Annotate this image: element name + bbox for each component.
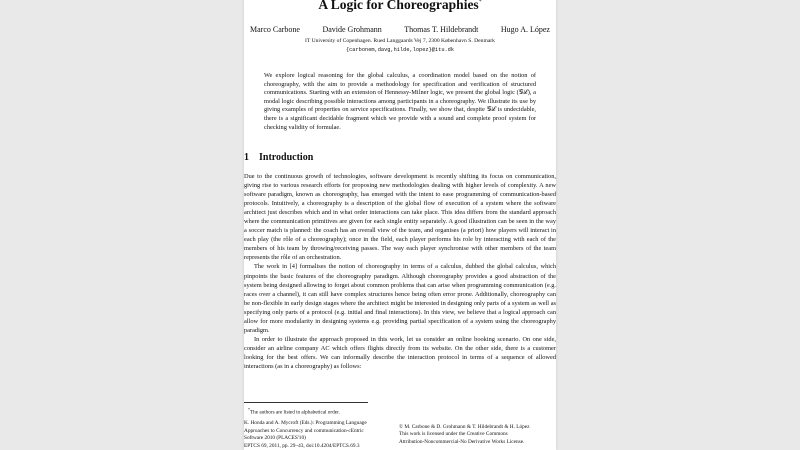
footnote-text: The authors are listed in alphabetical order.: [250, 409, 340, 416]
paper-title-text: A Logic for Choreographies: [318, 0, 479, 12]
venue-line: K. Honda and A. Mycroft (Eds.): Programming Language: [244, 420, 367, 426]
footnote-rule: [244, 402, 368, 403]
body-paragraph: The work in [4] formalises the notion of choreography in terms of a calculus, dubbed the global calculus, which pinpoints the basic features of the choreography paradigm. Although choreography provides a good abstraction of the system being designed allowing to forget about common problems that can arise when programming communication (e.g. races over a channel), it can still have complex structures hence being often error prone. Additionally, choreography can be non-flexible in early design stages where the architect might be interested in designing only parts of a system as well as specifying only parts of a protocol (e.g. initial and final interactions). In this view, we believe that a logical approach can allow for more modularity in designing systems e.g. providing partial specification of a system using the choreography paradigm.: [244, 263, 556, 334]
author-name: Thomas T. Hildebrandt: [404, 25, 479, 34]
footnote-mark: *: [248, 407, 250, 412]
venue-line: Approaches to Concurrency and communication-cEntric: [244, 427, 364, 434]
section-number: 1: [244, 152, 249, 163]
body-paragraph: Due to the continuous growth of technologies, software development is recently shifting its focus on communication, giving rise to various research efforts for proposing new methodologies dealing with higher levels of complexity. A new software paradigm, known as choreography, has emerged with the intent to ease programming of communication-based protocols. Intuitively, a choreography is a description of the global flow of execution of a system where the software architect just describes which and in what order interactions can take place. This idea differs from the standard approach where the communication primitives are given for each single entity separately. A good illustration can be seen in the way a soccer match is planned: the coach has an overall view of the team, and organises (a priori) how players will interact in each play (the rôle of a choreography); once in the field, each player performs his role by interacting with each of the members of his team by throwing/receiving passes. The way each player synchronise with other members of the team represents the rôle of an orchestration.: [244, 173, 556, 262]
author-name: Hugo A. López: [500, 25, 550, 34]
section-heading: [244, 151, 556, 164]
venue-line: EPTCS 69, 2011, pp. 29–43, doi:10.4204/EPTCS.69.3: [244, 443, 360, 450]
abstract: We explore logical reasoning for the global calculus, a coordination model based on the notion of choreography, with the aim to provide a methodology for specification and verification of structured communications. Starting with an extension of Hennessy-Milner logic, we present the global logic (𝒢ℒ), a modal logic describing possible interactions among participants in a choreography. We illustrate its use by giving examples of properties on service specifications. Finally, we show that, despite 𝒢ℒ is undecidable, there is a significant decidable fragment which we provide with a sound and complete proof system for checking validity of formulae.: [264, 72, 536, 131]
venue-info: [244, 420, 394, 450]
section-title: Introduction: [259, 152, 314, 163]
footnote: [248, 406, 548, 417]
paper-page: [244, 0, 556, 450]
license-info: [399, 424, 556, 446]
author-list: [250, 25, 550, 35]
license-line: © M. Carbone & D. Grohmann & T. Hildebrandt & H. López: [399, 424, 530, 430]
author-name: Davide Grohmann: [322, 25, 382, 34]
affiliation: IT University of Copenhagen. Rued Langgaards Vej 7, 2300 København S. Denmark: [305, 38, 495, 44]
paper-title: [244, 0, 556, 13]
license-line: Attribution-Noncommercial-No Derivative Works License.: [399, 438, 525, 445]
license-line: This work is licensed under the Creative Commons: [399, 431, 508, 438]
title-footnote-mark: *: [478, 0, 482, 5]
venue-line: Software 2010 (PLACES'10): [244, 435, 306, 442]
author-emails: {carbonem,davg,hilde,lopez}@itu.dk: [345, 47, 455, 53]
author-name: Marco Carbone: [250, 25, 300, 34]
body-text: [244, 172, 556, 371]
body-paragraph: In order to illustrate the approach proposed in this work, let us consider an online booking scenario. On one side, consider an airline company AC which offers flights directly from its website. On the other side, there is a customer looking for the best offers. We can informally describe the interaction protocol in terms of a sequence of allowed interactions (as in a choreography) as follows:: [244, 335, 556, 370]
